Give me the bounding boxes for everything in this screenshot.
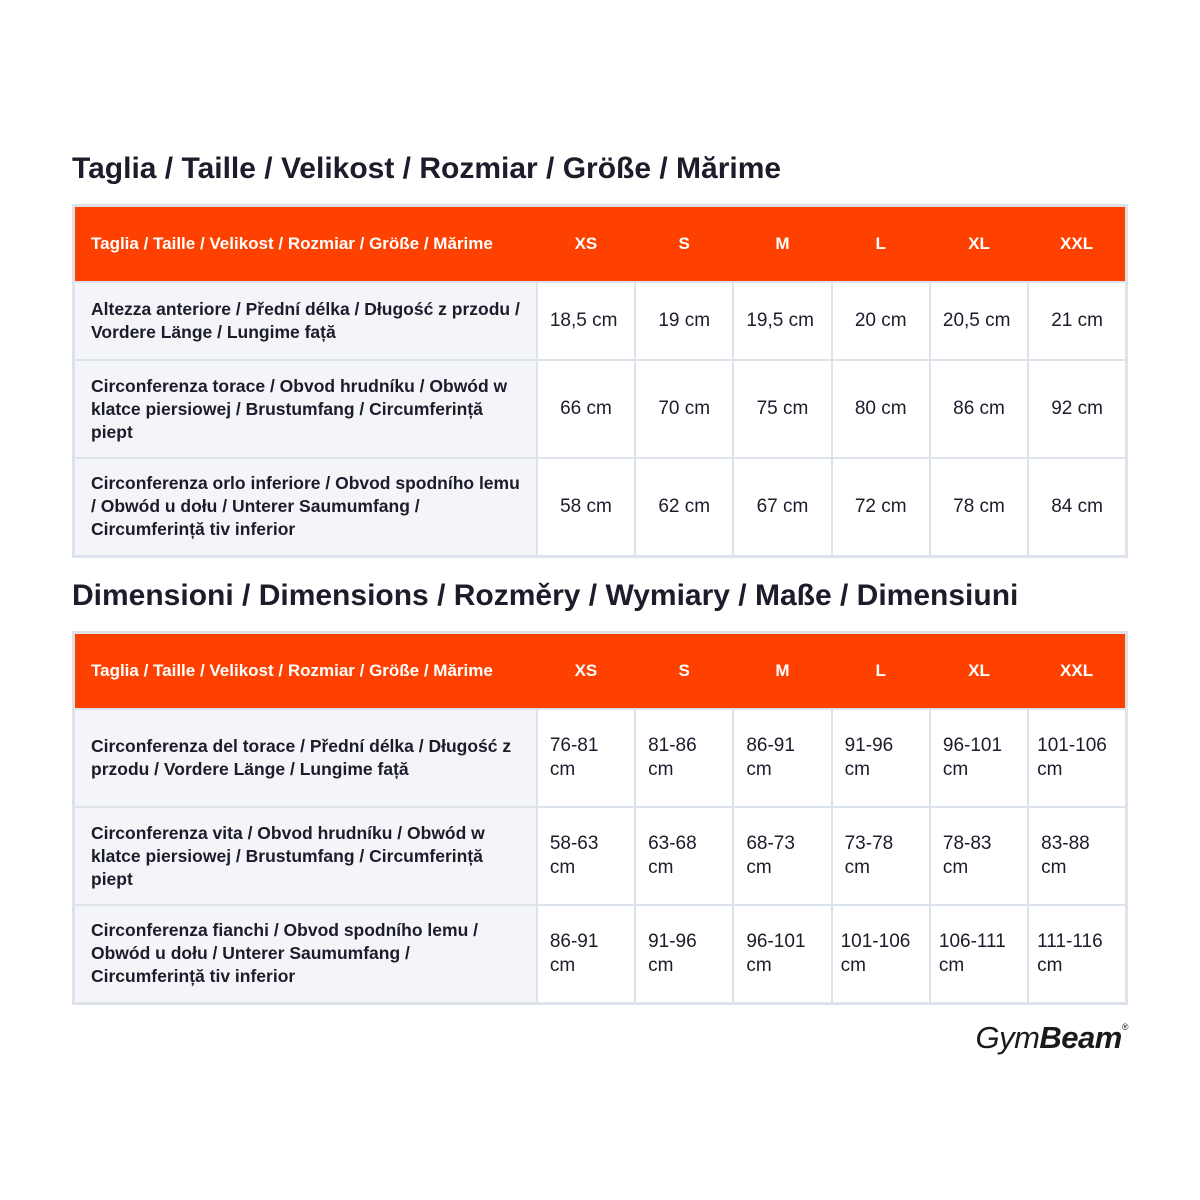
row-label: Circonferenza orlo inferiore / Obvod spodního lemu / Obwód u dołu / Unterer Saumumfang / Circumferință tiv inferior [74,458,537,556]
value-cell: 78 cm [930,458,1028,556]
value-cell: 96-101 cm [733,905,831,1003]
table-row [74,458,1127,556]
table-header-row [74,633,1127,710]
header-size-cell: XL [930,633,1028,710]
value-cell: 21 cm [1028,282,1126,360]
value-cell: 58-63 cm [537,807,635,905]
value-cell: 106-111 cm [930,905,1028,1003]
value-cell: 101-106 cm [1028,709,1126,807]
size-table [72,204,1128,558]
value-cell: 91-96 cm [832,709,930,807]
header-size-cell: M [733,633,831,710]
value-cell: 20 cm [832,282,930,360]
value-cell: 72 cm [832,458,930,556]
header-size-cell: XXL [1028,206,1126,283]
header-size-cell: XS [537,633,635,710]
dimensions-table [72,631,1128,1005]
value-cell: 96-101 cm [930,709,1028,807]
row-label: Altezza anteriore / Přední délka / Długość z przodu / Vordere Länge / Lungime față [74,282,537,360]
value-cell: 73-78 cm [832,807,930,905]
table-row [74,709,1127,807]
row-label: Circonferenza del torace / Přední délka / Długość z przodu / Vordere Länge / Lungime față [74,709,537,807]
table-row [74,905,1127,1003]
table-row [74,807,1127,905]
header-size-cell: XXL [1028,633,1126,710]
gymbeam-logo [975,1020,1128,1056]
header-size-cell: S [635,206,733,283]
table-row [74,282,1127,360]
logo-text-beam: Beam [1039,1020,1122,1055]
value-cell: 58 cm [537,458,635,556]
value-cell: 83-88 cm [1028,807,1126,905]
header-size-cell: M [733,206,831,283]
value-cell: 68-73 cm [733,807,831,905]
value-cell: 75 cm [733,360,831,458]
table-row [74,360,1127,458]
value-cell: 78-83 cm [930,807,1028,905]
header-size-cell: XL [930,206,1028,283]
value-cell: 86-91 cm [733,709,831,807]
value-cell: 80 cm [832,360,930,458]
value-cell: 63-68 cm [635,807,733,905]
value-cell: 84 cm [1028,458,1126,556]
row-label: Circonferenza fianchi / Obvod spodního lemu / Obwód u dołu / Unterer Saumumfang / Circumferință tiv inferior [74,905,537,1003]
value-cell: 101-106 cm [832,905,930,1003]
header-size-cell: XS [537,206,635,283]
dimensions-table-title: Dimensioni / Dimensions / Rozměry / Wymiary / Maße / Dimensiuni [72,579,1019,612]
value-cell: 91-96 cm [635,905,733,1003]
value-cell: 66 cm [537,360,635,458]
value-cell: 81-86 cm [635,709,733,807]
value-cell: 111-116 cm [1028,905,1126,1003]
value-cell: 86 cm [930,360,1028,458]
value-cell: 20,5 cm [930,282,1028,360]
header-size-cell: L [832,206,930,283]
value-cell: 62 cm [635,458,733,556]
table-header-row [74,206,1127,283]
value-cell: 19 cm [635,282,733,360]
row-label: Circonferenza vita / Obvod hrudníku / Obwód w klatce piersiowej / Brustumfang / Circumferință piept [74,807,537,905]
value-cell: 70 cm [635,360,733,458]
size-table-title: Taglia / Taille / Velikost / Rozmiar / Größe / Mărime [72,152,782,185]
value-cell: 18,5 cm [537,282,635,360]
logo-text-gym: Gym [975,1020,1040,1055]
value-cell: 86-91 cm [537,905,635,1003]
header-label-cell: Taglia / Taille / Velikost / Rozmiar / Größe / Mărime [74,206,537,283]
value-cell: 19,5 cm [733,282,831,360]
registered-mark: ® [1121,1022,1128,1032]
value-cell: 67 cm [733,458,831,556]
header-size-cell: S [635,633,733,710]
value-cell: 92 cm [1028,360,1126,458]
header-label-cell: Taglia / Taille / Velikost / Rozmiar / Größe / Mărime [74,633,537,710]
value-cell: 76-81 cm [537,709,635,807]
row-label: Circonferenza torace / Obvod hrudníku / Obwód w klatce piersiowej / Brustumfang / Circumferință piept [74,360,537,458]
header-size-cell: L [832,633,930,710]
